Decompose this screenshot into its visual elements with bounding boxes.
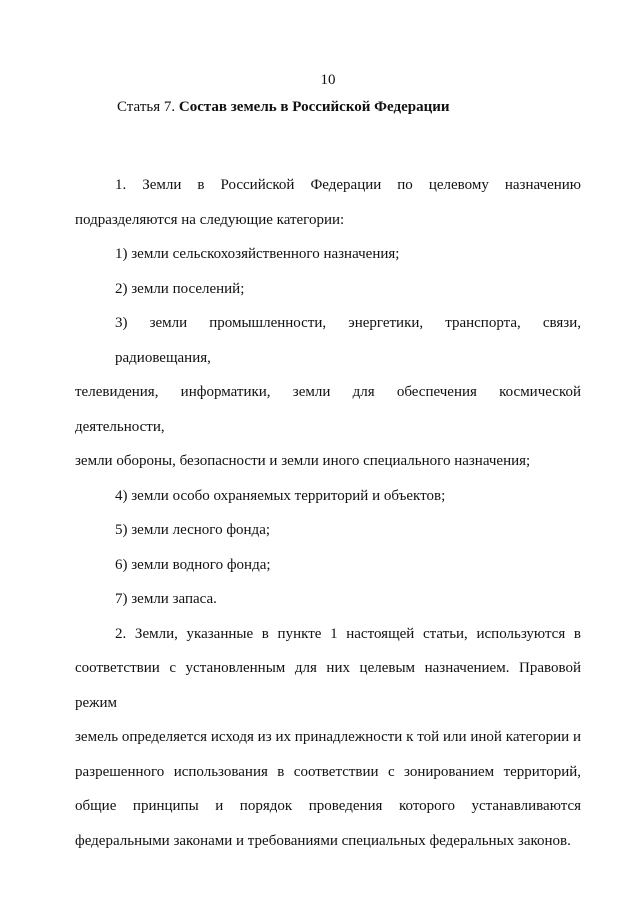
category-item-3-line-3: земли обороны, безопасности и земли иного специального назначения; xyxy=(75,453,531,469)
category-item-1: 1) земли сельскохозяйственного назначения; xyxy=(115,246,400,262)
category-item-3-line-2: телевидения, информатики, земли для обеспечения космической деятельности, xyxy=(75,384,581,435)
paragraph-2-line-3: земель определяется исходя из их принадлежности к той или иной категории и xyxy=(75,729,581,745)
page-number: 10 xyxy=(320,72,336,88)
paragraph-2-line-5: общие принципы и порядок проведения которого устанавливаются xyxy=(75,798,581,814)
article-title: Состав земель в Российской Федерации xyxy=(178,99,450,115)
category-item-5: 5) земли лесного фонда; xyxy=(115,522,271,538)
paragraph-2-line-1: 2. Земли, указанные в пункте 1 настоящей статьи, используются в xyxy=(115,625,581,642)
category-item-4: 4) земли особо охраняемых территорий и объектов; xyxy=(115,487,446,504)
article-label: Статья 7. xyxy=(117,99,176,115)
article-body xyxy=(75,168,581,858)
category-item-6: 6) земли водного фонда; xyxy=(115,556,271,573)
paragraph-1-line-1: 1. Земли в Российской Федерации по целевому назначению xyxy=(115,177,581,193)
category-item-7: 7) земли запаса. xyxy=(115,591,217,607)
paragraph-2-line-4: разрешенного использования в соответствии с зонированием территорий, xyxy=(75,763,581,780)
category-item-2: 2) земли поселений; xyxy=(115,280,245,297)
paragraph-1 xyxy=(75,168,581,237)
paragraph-2-line-2: соответствии с установленным для них целевым назначением. Правовой режим xyxy=(75,660,581,711)
category-list xyxy=(75,237,581,617)
paragraph-2 xyxy=(75,617,581,859)
article-heading xyxy=(117,99,450,116)
paragraph-1-line-2: подразделяются на следующие категории: xyxy=(75,211,345,228)
category-item-3 xyxy=(75,306,581,479)
category-item-3-line-1: 3) земли промышленности, энергетики, транспорта, связи, радиовещания, xyxy=(115,315,581,366)
paragraph-2-line-6: федеральными законами и требованиями специальных федеральных законов. xyxy=(75,832,571,849)
